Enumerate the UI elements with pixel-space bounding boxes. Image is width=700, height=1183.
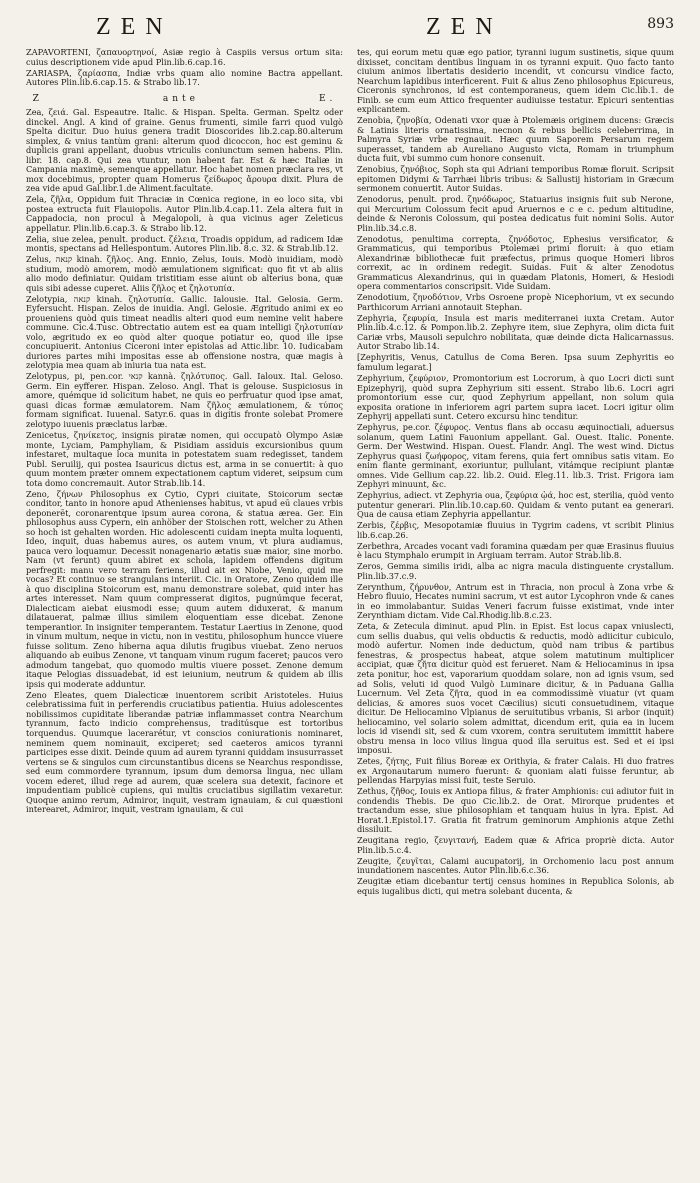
entry-zerbis: Zerbis, ζέρβις, Mesopotamiæ fluuius in Tygrim cadens, vt scribit Plinius lib.6.cap.26. [357, 520, 674, 540]
two-column-text [26, 48, 674, 1171]
running-head [26, 10, 674, 44]
entry-zeno-eleates: Zeno Eleates, quem Dialecticæ inuentorem scribit Aristoteles. Huius celebratissima fuit in perferendis cruciatibus patientia. Huius adolescentes nobilissimos cupiditate liberandæ patriæ inflammasset contra Nearchum tyrannum, facto indicio comprehensus, traditúsque est tortoribus torquendus. Quumque lacerarétur, vt conscios coniurationis nominaret, neminem quem nominauit, exciperet; sed caeteros amicos tyranni participes esse dixit. Deinde quum ad aurem tyranni quiddam insusurrasset vertens se & singulos cum circunstantibus dicens se Nearchus respondisse, sed eum commordere tyrannum, ipsum dum demorsa lingua, nec ullam vocem ederet, illud rege ad aurem, quæ scelera sua detexit, facinore et impudentiam publicè cupiens, qui multis cruciatibus sigillatim vexaretur. Quoque animo rerum, Admiror, inquit, vestram ignauiam, & cui quæstioni interearet, Admiror, inquit, vestram ignauiam, & cui [26, 689, 343, 815]
section-head-mid: ante [162, 93, 199, 104]
left-column [26, 48, 343, 1171]
entry-zeno: Zeno, ζήνων Philosophus ex Cytio, Cypri ciuitate, Stoicorum sectæ conditor, tanto in honore apud Athenienses habitus, vt apud eū claues vrbis deponerēt, coronarentque ipsum aurea corona, & statua ærea. Ger. Ein philosophus auss Cypern, ein anhöber der Stoischen rott, welcher zu Athen so hoch ist gehalten worden. Hic adolescenti cuidam inepta multa loquenti, Ideo, inquit, duas habemus aures, os autem vnum, vt plura audiamus, pauca vero loquamur. Decessit nonagenario ætatis suæ maior, sine morbo. Nam (vt ferunt) quum abiret ex schola, lapidem offendens digitum perfregit: manu vero terram feriens, illud ait ex Niobe, Venio, quid me vocas? Et continuo se strangulans interiit. Cic. in Oratore, Zeno quidem ille à quo disciplina Stoicorum est, manu demonstrare solebat, quid inter has artes interesset. Nam quum compresserat digitos, pugnúmque fecerat, Dialecticam aiebat eiusmodi esse; quum autem diduxerat, & manum dilatauerat, palmæ illius similem eloquentiam esse dicebat. Zenone temperantior. In insigniter temperantem. Testatur Laertius in Zenone, quod in vinum multum, neque in victu, non in vestitu, philosophum huncce viuere fuisse solitum. Zeno hiberna aqua dilutis frugibus viuebat. Zeno neruos aliquando ab euibus Zenone, vt tanquam vinum rugum faceret; paucos vero admodum tangebat, quo quomodo multis viuere posset. Zenone demum itaque Pelogias dissuadebat, id est ieiunium, neutrum & quidem ab illis ipsis qui moderate adduntur. [26, 488, 343, 689]
entry-continuation: tes, qui eorum metu quæ ego patior, tyranni iugum sustinetis, sique quum dixisset, concitam dentibus linguam in os tyranni expuit. Quo facto tanto ciuium animos libertatis desiderio incendit, vt concursu vindice facto, Nearchum lapidibus interficerent. Fuit & alius Zeno philosophus Epicureus, Ciceronis synchronos, id est contemporaneus, quem idem Cic.lib.1. de Finib. se cum eum Attico frequenter audiuisse testatur. Epicuri sententias explicantem. [357, 48, 674, 115]
entry-zelotypia: Zelotypia, קנאה kinah. ζηλοτυπία. Gallic. Ialousie. Ital. Gelosia. Germ. Eyfersucht. Hispan. Zelos de inuidia. Angl. Gelosie. Ægritudo animi ex eo proueniens quòd quis timeat neadlis alteri quod eum nemine velit habere commune. Cic.4.Tusc. Obtrectatio autem est ea quam intelligi ζηλοτυπίαν volo, ægritudo ex eo quòd alter quoque potiatur eo, quod ille ipse concupiuerit. Antonius Ciceroni inter epistolas ad Attic.libr. 10. Iudicabam duriores partes mihi impositas esse ab offensione nostra, quæ magis à zelotypia mea quam ab iniuria tua nata est. [26, 293, 343, 371]
entry-zenicetus: Zenicetus, ζηνίκετος, insignis piratæ nomen, qui occupatò Olympo Asiæ monte, Lyciam, Pamphyliam, & Pisidiam assiduis excursionibus quum infestaret, multaque loca munita in potestatem suam redegisset, tandem Publ. Seruilij, qui postea Isauricus dictus est, arma in se conuertit: à quo quum montem præter omnem expectationem captum videret, seipsum cum tota domo concremauit. Autor Strab.lib.14. [26, 430, 343, 488]
page-number: 893 [647, 16, 674, 32]
entry-zephyritis: [Zephyritis, Venus, Catullus de Coma Beren. Ipsa suum Zephyritis eo famulum legarat.] [357, 352, 674, 372]
entry-zelotypus: Zelotypus, pi, pen.cor. קנאי kannà. ζηλότυπος. Gall. Ialoux. Ital. Geloso. Germ. Ein eyfferer. Hispan. Zeloso. Angl. That is gelouse. Suspiciosus in amore, quémque id solicitum habet, ne quis eo perfruatur quod ipse amat, quasi dicas formæ æmulatorem. Nam ζῆλος æmulationem, & τύπος formam significat. Iuuenal. Satyr.6. quas in digitis fronte solebat Promere zelotypo iuuenis præclatus larbæ. [26, 371, 343, 429]
entry-zeta: Zeta, & Zetecula diminut. apud Plin. in Epist. Est locus capax vniuslecti, cum sellis duabus, qui velis obductis & reductis, modò adiicitur cubiculo, modò aufertur. Nomen inde deductum, quòd nam tribus & partibus fenestras, & prospectus habeat, atque solem matutinum multiplicer accipiat, quæ ζῆτα dicitur quòd est ferueret. Nam & Heliocaminus in ipsa zeta ponitur, hoc est, vaporarium quoddam solare, non ad ignis vsum, sed ad Solis, veluti id quod Vulgò Luminare dicitur, & in Paduana Gallia Lucernum. Vel Zeta ζῆτα, quod in ea commodissimè viuatur (vt quam delicias, & amores suos vocet Cæcilius) sicuti consuetudinem, vitaque dicitur. De Heliocamino Vlpianus de seruitutibus vrbanis, Si arbor (inquit) heliocamino, vel solario solem admittat, dicendum erit, quia ea in lucem locis id visendi sit, sed & cum vxorem, contra seruitutem immittit habere obstru mensa in loco vilius lingua quod illa seruitus est. Sed et ei ipsi imposui. [357, 621, 674, 756]
running-head-left: ZEN [96, 14, 173, 40]
entry-zariaspa: ZARIASPA, ζαρίασπα, Indiæ vrbs quam alio nomine Bactra appellant. Autores Plin.lib.6.cap.15. & Strabo lib.17. [26, 67, 343, 88]
right-column [357, 48, 674, 1171]
entry-zerynthum: Zerynthum, ζήρυνθον, Antrum est in Thracia, non procul à Zona vrbe & Hebro fluuio, Hecates numini sacrum, vt est autor Lycophron vnde & canes in eo immolabantur. Suidas Veneri facrum fuisse existimat, vnde inter Zerynthiam dictam. Vide Cal.Rhodig.lib.8.c.23. [357, 581, 674, 621]
entry-zephyrius: Zephyrius, adiect. vt Zephyria oua, ζεφύρια ᾠά, hoc est, sterilia, quòd vento putentur generari. Plin.lib.10.cap.60. Quidam & vento putant ea generari. Qua de causa etiam Zephyria appellantur. [357, 490, 674, 520]
entry-zerbethra: Zerbethra, Arcades vocant vadi foramina quædam per quæ Erasinus fluuius è lacu Stymphalo erumpit in Argiuam terram. Autor Strab.lib.8. [357, 540, 674, 561]
section-head [26, 94, 343, 104]
entry-zephyrus: Zephyrus, pe.cor. ζέφυρος. Ventus flans ab occasu æquinoctiali, aduersus solanum, quem Latini Fauonium appellant. Gal. Ouest. Italic. Ponente. Germ. Der Westwind. Hispan. Ouest. Flandr. Angl. The west wind. Dictus Zephyrus quasi ζωήφορος, vitam ferens, quia fert omnibus satis vitam. Eo enim flante germinant, exoriuntur, pullulant, vitámque recipiunt plantæ omnes. Vide Gellium cap.22. lib.2. Ouid. Eleg.11. lib.3. Trist. Frigora iam Zephyri minuunt, &c. [357, 422, 674, 490]
entry-zenobius: Zenobius, ζηνόβιος, Soph sta qui Adriani temporibus Romæ floruit. Scripsit epitomen Didymi & Tarrhæi libris tribus: & Sallustij historiam in Græcum sermonem conuertit. Autor Suidas. [357, 164, 674, 194]
entry-zea: Zea, ζειά. Gal. Espeautre. Italic. & Hispan. Spelta. German. Speltz oder dinckel. Angl. A kind of graine. Genus frumenti, simile farri quod vulgò Spelta dicitur. Duo huius genera tradit Dioscorides lib.2.cap.80.alterum simplex, & vnius tantùm grani: alterum quod dicoccon, hoc est geminu & duplicis grani appellant, duobus vtriculis coniunctum semen habens. Plin. libr. 18. cap.8. Qui zea vtuntur, non habent far. Est & hæc Italiæ in Campania maximè, semenque appellatur. Hoc habet nomen præclara res, vt mox docebimus, propter quam Homerus ζείδωρος ἄρουρα dixit. Plura de zea vide apud Gal.libr.1.de Aliment.facultate. [26, 107, 343, 194]
section-head-right: E. [318, 93, 337, 104]
entry-zenobia: Zenobia, ζηνοβία, Odenati vxor quæ à Ptolemæis originem ducens: Græcis & Latinis literis ornatissima, necnon & rebus bellicis celeberrima, in Palmyra Syriæ vrbe regnauit. Hæc quum Saporem Persarum regem superasset, tandem ab Aureliano Augusto victa, Romam in triumphum ducta fuit, vbi summo cum honore consenuit. [357, 115, 674, 164]
entry-zenodotus: Zenodotus, penultima correpta, ζηνόδοτος, Ephesius versificator, & Grammaticus, qui temporibus Ptolemæi primi floruit: à quo etiam Alexandrinæ bibliothecæ fuit præfectus, primus quoque Homeri libros correxit, ac in ordinem redegit. Suidas. Fuit & alter Zenodotus Grammaticus Alexandrinus, qui in quædam Platonis, Homeri, & Hesiodi opera commentarios conscripsit. Vide Suidam. [357, 233, 674, 292]
entry-zapavorteni: ZAPAVORTENI, ζαπαυορτηνοί, Asiæ regio à Caspiis versus ortum sita: cuius descriptionem vide apud Plin.lib.6.cap.16. [26, 48, 343, 67]
entry-zela: Zela, ζῆλα, Oppidum fuit Thraciæ in Cœnica regione, in eo loco sita, vbi postea extructa fuit Flauiopolis. Autor Plin.lib.4.cap.11. Zela altera fuit in Cappadocia, non procul à Megalopoli, à qua vicinus ager Zeleticus appellatur. Plin.lib.6.cap.3. & Strabo lib.12. [26, 194, 343, 233]
entry-zelus: Zelus, קנאה kinah. ζῆλος. Ang. Ennio, Zelus, Iouis. Modò inuidiam, modò studium, modò amorem, modò æmulationem significat: quo fit vt ab aliis alio modo definiatur. Quidam tristitiam esse aiunt ob alterius bona, quæ quis sibi adesse cuperet. Aliis ζῆλος et ζηλοτυπία. [26, 254, 343, 293]
entry-zenodotium: Zenodotium, ζηνοδότιον, Vrbs Osroene propè Nicephorium, vt ex secundo Parthicorum Arriani annotauit Stephan. [357, 292, 674, 312]
entry-zeugitana: Zeugitana regio, ζευγιτανή, Eadem quæ & Africa propriè dicta. Autor Plin.lib.5.c.4. [357, 835, 674, 855]
entry-zephyria: Zephyria, ζεφυρία, Insula est maris mediterranei iuxta Cretam. Autor Plin.lib.4.c.12. & Pompon.lib.2. Zephyre item, siue Zephyra, olim dicta fuit Cariæ vrbs, Mausoli sepulchro nobilitata, quæ deinde dicta Halicarnassus. Autor Strabo lib.14. [357, 312, 674, 352]
entry-zelia: Zelia, siue zelea, penult. product. ζέλεια, Troadis oppidum, ad radicem Idæ montis, spectans ad Hellespontum. Autores Plin.lib. 8.c. 32. & Strab.lib.12. [26, 233, 343, 254]
entry-zethus: Zethus, ζῆθος, Iouis ex Antiopa filius, & frater Amphionis: cui adiutor fuit in condendis Thebis. De quo Cic.lib.2. de Orat. Mirorque prudentes et tractandum esse, siue philosophiam et tanquam huius in lyra. Epist. Ad Horat.1.Epistol.17. Gratia fit fratrum geminorum Amphionis atque Zethi dissiluit. [357, 786, 674, 835]
entry-zephyrium: Zephyrium, ζεφύριον, Promontorium est Locrorum, à quo Locri dicti sunt Epizephyrij, quòd supra Zephyrium siti essent. Strabo lib.6. Locri agri promontorium esse cur, quod Zephyrium appellant, non solum quia exposita oratione in inferiorem agri partem supra iacet. Locri igitur olim Zephyrij appellati sunt. Cetero excursu hinc tenditur. [357, 373, 674, 422]
section-head-left: Z [32, 93, 43, 104]
entry-zeros: Zeros, Gemma similis iridi, alba ac nigra macula distinguente crystallum. Plin.lib.37.c.9. [357, 561, 674, 581]
entry-zeugite: Zeugite, ζευγῖται, Calami aucupatorij, in Orchomenio lacu post annum inundationem nascentes. Autor Plin.lib.6.c.36. [357, 855, 674, 876]
entry-zeugitae: Zeugitæ etiam dicebantur tertij census homines in Republica Solonis, ab equis iugalibus dicti, qui metra solebant ducenta, & [357, 876, 674, 896]
entry-zetes: Zetes, ζήτης, Fuit filius Boreæ ex Orithyia, & frater Calais. Hi duo fratres ex Argonautarum numero fuerunt: & quoniam alati fuisse feruntur, ab pellendas Harpyias missi fuit, teste Seruio. [357, 756, 674, 786]
entry-zenodorus: Zenodorus, penult. prod. ζηνόδωρος, Statuarius insignis fuit sub Nerone, qui Mercurium Colossum fecit apud Aruernos e c e c. pedum altitudine, deinde & Neronis Colossum, qui postea dedicatus fuit nomini Solis. Autor Plin.lib.34.c.8. [357, 194, 674, 233]
running-head-right: ZEN [426, 14, 503, 40]
